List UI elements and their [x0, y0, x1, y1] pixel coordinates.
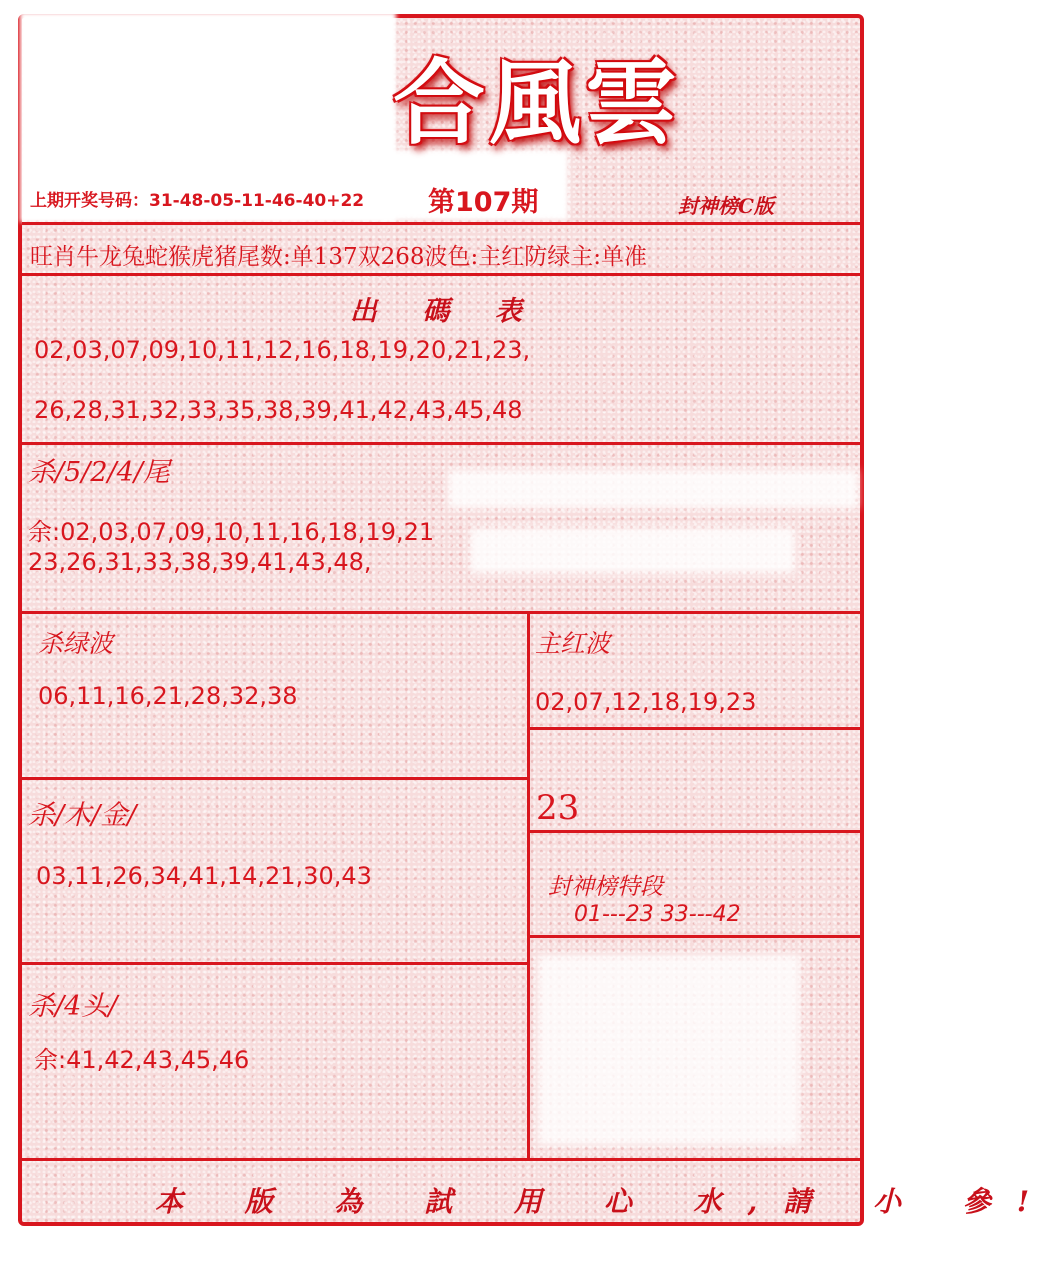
kill-element-numbers: 03,11,26,34,41,14,21,30,43 [36, 862, 372, 890]
blur-block-1 [448, 470, 858, 508]
blur-block-2 [470, 528, 795, 573]
edition-label: 封神榜C版 [678, 194, 774, 218]
kill-head-label: 杀/4头/ [28, 991, 118, 1022]
kill-head-numbers: 余:41,42,43,45,46 [34, 1046, 250, 1074]
divider-header [22, 222, 864, 225]
kill-tail-line-1: 余:02,03,07,09,10,11,16,18,19,21 [28, 518, 435, 546]
blur-block-3 [538, 955, 800, 1145]
special-label: 封神榜特段 [548, 874, 663, 900]
main-red-label: 主红波 [535, 629, 611, 658]
info-line: 旺肖牛龙兔蛇猴虎猪尾数:单137双268波色:主红防绿主:单准 [30, 244, 648, 270]
divider-right-1 [528, 727, 864, 730]
divider-left-2 [22, 962, 530, 965]
divider-right-2 [528, 830, 864, 833]
divider-info [22, 273, 864, 276]
divider-right-3 [528, 935, 864, 938]
kill-tail-line-2: 23,26,31,33,38,39,41,43,48, [28, 548, 372, 576]
divider-kill-tail [22, 611, 864, 614]
special-range: 01---23 33---42 [574, 902, 741, 927]
output-line-2: 26,28,31,32,33,35,38,39,41,42,43,45,48 [34, 396, 523, 424]
output-line-1: 02,03,07,09,10,11,12,16,18,19,20,21,23, [34, 336, 531, 364]
single-number: 23 [536, 788, 580, 828]
column-divider [527, 611, 530, 1161]
kill-tail-label: 杀/5/2/4/尾 [28, 457, 170, 488]
issue-number: 第107期 [428, 187, 539, 218]
divider-left-1 [22, 777, 530, 780]
footer-note: 本 版 為 試 用 心 水,請 小 參! [155, 1185, 1055, 1218]
kill-green-label: 杀绿波 [38, 629, 114, 658]
kill-green-numbers: 06,11,16,21,28,32,38 [38, 682, 298, 710]
previous-draw-numbers: 上期开奖号码：31-48-05-11-46-40+22 [30, 191, 365, 211]
header-title: 合風雲 [393, 49, 682, 157]
divider-footer [22, 1158, 864, 1161]
main-red-numbers: 02,07,12,18,19,23 [535, 688, 757, 716]
output-table-title: 出 碼 表 [350, 296, 540, 327]
kill-element-label: 杀/木/金/ [28, 800, 137, 831]
divider-output [22, 442, 864, 445]
